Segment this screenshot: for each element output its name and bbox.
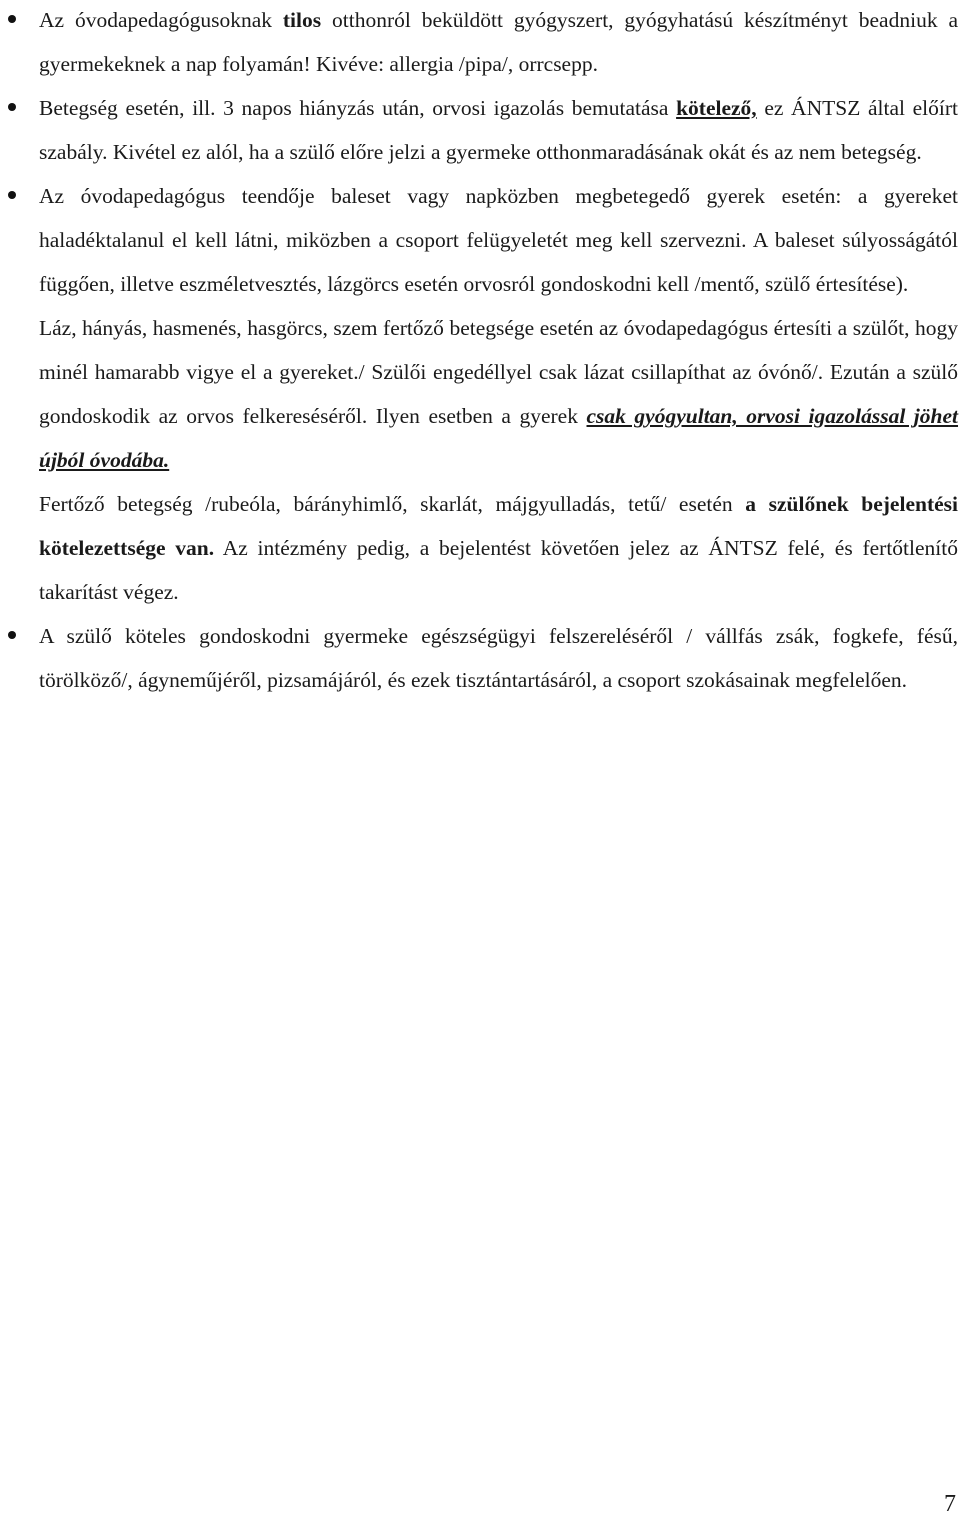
paragraph: [39, 174, 958, 306]
bullet-icon: [8, 15, 16, 23]
list-item-illness: [39, 86, 958, 174]
bullet-icon: [8, 631, 16, 639]
text-segment-bold-underline: kötelező,: [676, 96, 757, 120]
text-segment: Az intézmény pedig, a bejelentést követően jelez az ÁNTSZ felé, és fertőtlenítő takarítást végez.: [39, 536, 958, 604]
text-segment-bold-italic-underline: csak gyógyultan, orvosi igazolással jöhet újból óvodába.: [39, 404, 959, 472]
text-segment: otthonról beküldött gyógyszert, gyógyhatású készítményt beadniuk a gyermekeknek a nap folyamán! Kivéve: allergia /pipa/, orrcsepp.: [39, 8, 959, 76]
text-segment: Az óvodapedagógus teendője baleset vagy napközben megbetegedő gyerek esetén: a gyereket haladéktalanul el kell látni, miközben a csoport felügyeletét meg kell szervezni. A baleset súlyosságától függően, illetve eszméletvesztés, lázgörcs esetén orvosról gondoskodni kell /mentő, szülő értesítése).: [39, 184, 958, 296]
paragraph: [39, 306, 958, 482]
list-item-equipment: [39, 614, 958, 702]
text-segment: Betegség esetén, ill. 3 napos hiányzás után, orvosi igazolás bemutatása: [39, 96, 677, 120]
bullet-icon: [8, 191, 16, 199]
paragraph: [39, 614, 958, 702]
document-body: [39, 0, 958, 702]
paragraph: [39, 482, 958, 614]
text-segment: A szülő köteles gondoskodni gyermeke egészségügyi felszereléséről / vállfás zsák, fogkefe, fésű, törölköző/, ágyneműjéről, pizsamájáról, és ezek tisztántartásáról, a csoport szokásainak megfelelően.: [39, 624, 958, 692]
text-segment: Fertőző betegség /rubeóla, bárányhimlő, skarlát, májgyulladás, tetű/ esetén: [39, 492, 746, 516]
text-segment: ez ÁNTSZ által előírt szabály. Kivétel ez alól, ha a szülő előre jelzi a gyermeke otthonmaradásának okát és az nem betegség.: [39, 96, 958, 164]
text-segment-bold: a szülőnek bejelentési kötelezettsége van.: [39, 492, 958, 560]
text-segment: Láz, hányás, hasmenés, hasgörcs, szem fertőző betegsége esetén az óvodapedagógus értesíti a szülőt, hogy minél hamarabb vigye el a gyereket./ Szülői engedéllyel csak lázat csillapíthat az óvónő/. Ezután a szülő gondoskodik az orvos felkereséséről. Ilyen esetben a gyerek: [39, 316, 958, 428]
text-segment: Az óvodapedagógusoknak: [39, 8, 283, 32]
paragraph: [39, 0, 958, 86]
paragraph: [39, 86, 958, 174]
list-item-medication: [39, 0, 958, 86]
text-segment-bold: tilos: [282, 8, 322, 32]
bullet-icon: [8, 103, 16, 111]
list-item-accident: [39, 174, 958, 614]
page-number: 7: [944, 1491, 956, 1517]
